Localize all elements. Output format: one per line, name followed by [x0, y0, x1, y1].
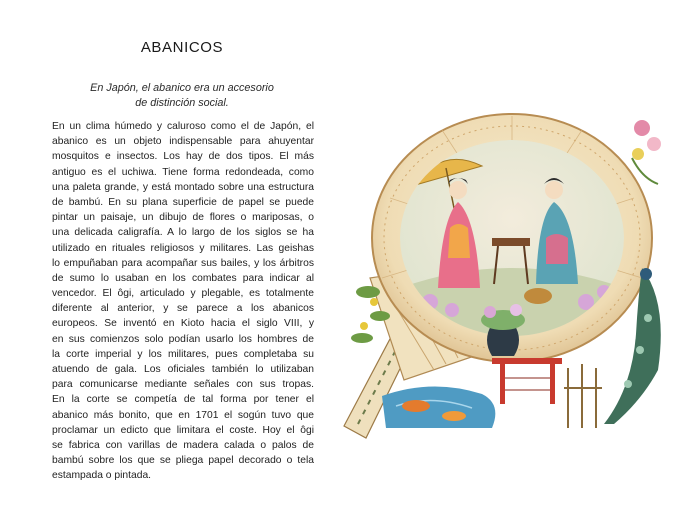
- body-line: una paleta grande, y está montado sobre una estructura: [52, 181, 314, 193]
- body-line: abanico es un objeto indispensable para ahuyentar: [52, 136, 314, 148]
- body-line: europeos. Se inventó en Kioto hacia el siglo VIII, y: [52, 318, 314, 330]
- body-line: bambú sobre los que se pliega papel decorado o tela: [52, 455, 314, 467]
- body-line: En la corte se competía de tal forma por tener el: [52, 394, 314, 406]
- subtitle-line: En Japón, el abanico era un accesorio: [90, 82, 274, 94]
- body-line: para comunicarse mediante señales con sus tropas.: [52, 379, 314, 391]
- body-line: mosquitos e insectos. Los hay de dos tipos. El más: [52, 151, 314, 163]
- body-line: utilizado en rituales religiosos y militares. Las geishas: [52, 242, 314, 254]
- body-line: de bambú. En su plana superficie de papel se puede: [52, 196, 314, 208]
- body-line: abanico más bonito, que en 1701 el sogún tuvo que: [52, 409, 314, 421]
- body-line: En un clima húmedo y caluroso como el de Japón, el: [52, 121, 314, 132]
- rim-flowers: [632, 120, 661, 184]
- page-subtitle: [52, 81, 312, 110]
- page-title: ABANICOS: [140, 39, 224, 56]
- body-line: se fabrica con varillas de madera calada o palos de: [52, 439, 314, 451]
- body-line: proclamar un edicto que limitara el coste. Hoy el ôgi: [52, 424, 314, 436]
- subtitle-line: de distinción social.: [135, 96, 229, 109]
- body-paragraph: [52, 119, 314, 484]
- body-line: de sumo lo usaban en los combates para indicar al: [52, 272, 314, 284]
- uchiwa-fan-illustration: [342, 88, 672, 448]
- body-line: una delicada caligrafía. A lo largo de los siglos se ha: [52, 227, 314, 239]
- body-line: antiguo es el uchiwa. Tiene forma redondeada, como: [52, 166, 314, 178]
- body-line: diferente al anterior, y se parece a los abanicos: [52, 303, 314, 315]
- body-line: pintar un paisaje, un dibujo de flores o mariposas, o: [52, 212, 314, 224]
- body-line: vencedor. El ôgi, articulado y plegable, es totalmente: [52, 288, 314, 300]
- body-line: en sus comienzos solo podían usarlo los hombres de: [52, 333, 314, 345]
- body-line: atuendo de gala. Los oficiales también lo utilizaban: [52, 364, 314, 375]
- body-line: la corte imperial y los militares, pues completaba su: [52, 348, 314, 360]
- body-line: lo empuñaban para acompañar sus bailes, y los árbitros: [52, 257, 314, 269]
- body-line: estampada o pintada.: [52, 470, 152, 482]
